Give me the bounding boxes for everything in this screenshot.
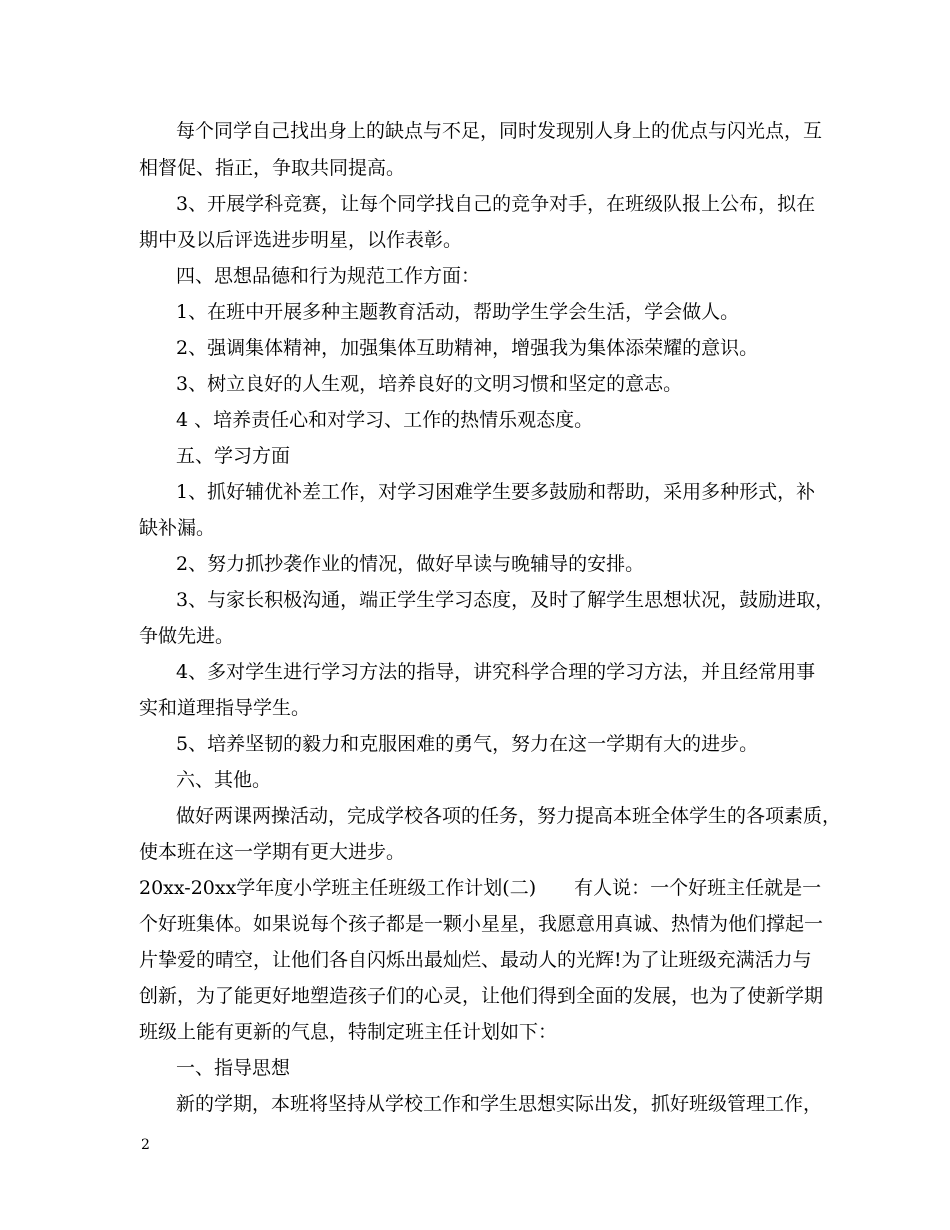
paragraph-line: 2、强调集体精神，加强集体互助精神，增强我为集体添荣耀的意识。	[176, 337, 759, 359]
paragraph-line: 1、在班中开展多种主题教育活动，帮助学生学会生活，学会做人。	[176, 301, 740, 323]
paragraph-line: 片挚爱的晴空，让他们各自闪烁出最灿烂、最动人的光辉!为了让班级充满活力与	[139, 949, 812, 971]
paragraph-line: 实和道理指导学生。	[139, 697, 311, 719]
paragraph-line: 每个同学自己找出身上的缺点与不足，同时发现别人身上的优点与闪光点，互	[176, 120, 823, 142]
section-heading: 五、学习方面	[176, 445, 291, 467]
paragraph-line: 3、开展学科竞赛，让每个同学找自己的竞争对手，在班级队报上公布，拟在	[176, 193, 816, 215]
paragraph-line: 使本班在这一学期有更大进步。	[139, 841, 406, 863]
paragraph-line: 3、与家长积极沟通，端正学生学习态度，及时了解学生思想状况，鼓励进取，	[176, 589, 835, 611]
paragraph-line: 5、培养坚韧的毅力和克服困难的勇气，努力在这一学期有大的进步。	[176, 733, 759, 755]
paragraph-line: 个好班集体。如果说每个孩子都是一颗小星星，我愿意用真诚、热情为他们撑起一	[139, 913, 824, 935]
paragraph-line: 20xx-20xx学年度小学班主任班级工作计划(二) 有人说：一个好班主任就是一	[139, 877, 822, 899]
paragraph-line: 争做先进。	[139, 625, 235, 647]
page-number: 2	[141, 1137, 150, 1153]
paragraph-line: 缺补漏。	[139, 517, 216, 539]
paragraph-line: 4、多对学生进行学习方法的指导，讲究科学合理的学习方法，并且经常用事	[176, 661, 816, 683]
section-heading: 六、其他。	[176, 769, 272, 791]
paragraph-line: 创新，为了能更好地塑造孩子们的心灵，让他们得到全面的发展，也为了使新学期	[139, 985, 824, 1007]
section-heading: 四、思想品德和行为规范工作方面：	[176, 265, 481, 287]
paragraph-line: 3、树立良好的人生观，培养良好的文明习惯和坚定的意志。	[176, 373, 683, 395]
paragraph-line: 新的学期，本班将坚持从学校工作和学生思想实际出发，抓好班级管理工作，	[176, 1093, 823, 1115]
paragraph-line: 相督促、指正，争取共同提高。	[139, 157, 406, 179]
paragraph-line: 2、努力抓抄袭作业的情况，做好早读与晚辅导的安排。	[176, 553, 645, 575]
paragraph-line: 班级上能有更新的气息，特制定班主任计划如下：	[139, 1021, 558, 1043]
paragraph-line: 期中及以后评选进步明星，以作表彰。	[139, 229, 463, 251]
paragraph-line: 1、抓好辅优补差工作，对学习困难学生要多鼓励和帮助，采用多种形式，补	[176, 481, 816, 503]
paragraph-line: 4 、培养责任心和对学习、工作的热情乐观态度。	[176, 409, 594, 431]
section-heading: 一、指导思想	[176, 1057, 291, 1079]
paragraph-line: 做好两课两操活动，完成学校各项的任务，努力提高本班全体学生的各项素质，	[176, 805, 842, 827]
